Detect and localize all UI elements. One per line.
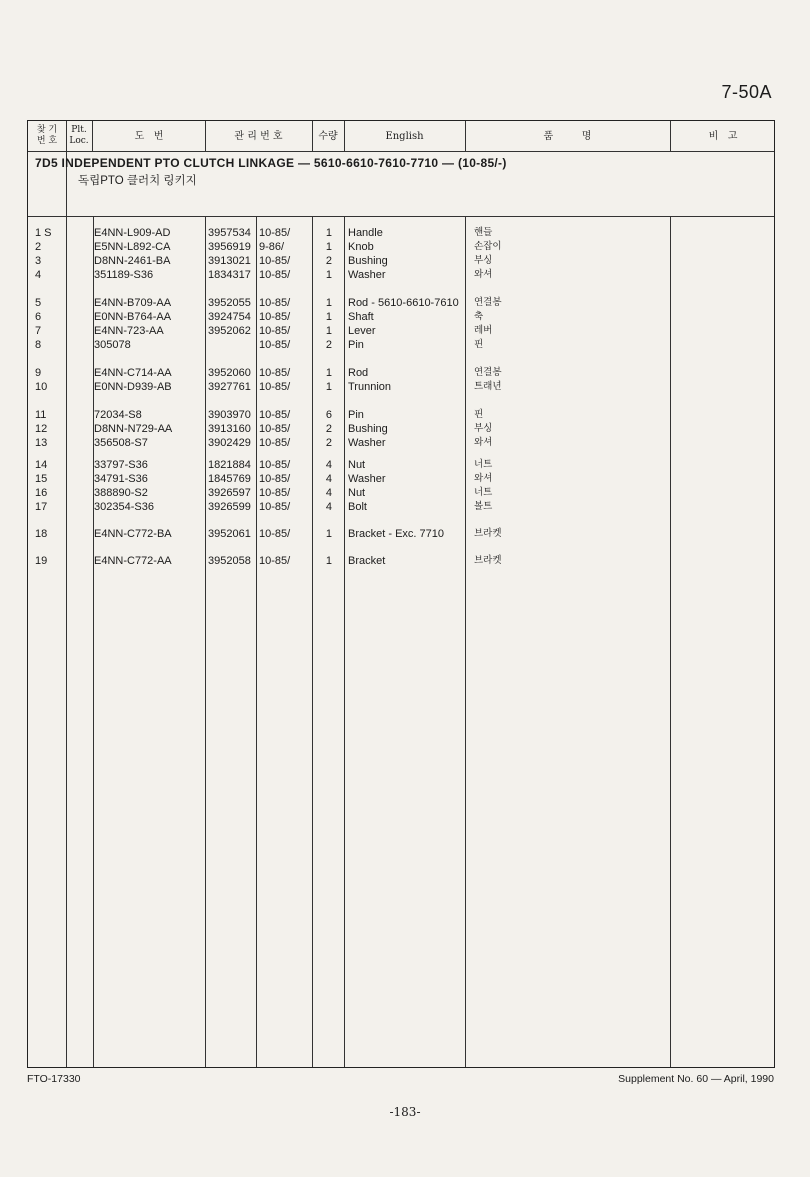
row-quantity: 1 <box>325 325 332 337</box>
row-korean-name: 부싱 <box>474 255 493 266</box>
row-date: 10-85/ <box>259 227 291 239</box>
row-english-name: Pin <box>348 339 364 351</box>
row-english-name: Bracket <box>348 555 386 567</box>
table-row <box>28 458 774 472</box>
row-ref: 19 <box>35 555 48 567</box>
row-quantity: 1 <box>325 227 332 239</box>
section-title: 7D5 INDEPENDENT PTO CLUTCH LINKAGE — 5610-6610-7610-7710 — (10-85/-) <box>35 156 507 170</box>
page-number: 7-50A <box>721 82 772 102</box>
row-korean-name: 볼트 <box>474 501 493 512</box>
row-date: 10-85/ <box>259 501 291 513</box>
table-row <box>28 254 774 268</box>
table-row <box>28 527 774 541</box>
row-english-name: Bolt <box>348 501 367 513</box>
row-part-number: E0NN-D939-AB <box>94 381 172 393</box>
row-code-number: 3924754 <box>208 311 251 323</box>
row-ref: 7 <box>35 325 42 337</box>
row-quantity: 4 <box>325 459 332 471</box>
row-english-name: Pin <box>348 409 364 421</box>
row-english-name: Nut <box>348 487 366 499</box>
row-korean-name: 부싱 <box>474 423 493 434</box>
section-subtitle: 독립PTO 클러치 링키지 <box>78 175 197 187</box>
header-code: 관 리 번 호 <box>234 130 283 142</box>
row-part-number: E4NN-C772-AA <box>94 555 172 567</box>
row-date: 10-85/ <box>259 459 291 471</box>
row-ref: 13 <box>35 437 48 449</box>
row-quantity: 6 <box>325 409 332 421</box>
row-quantity: 1 <box>325 367 332 379</box>
row-ref: 8 <box>35 339 42 351</box>
row-korean-name: 너트 <box>474 459 493 470</box>
header-ref: 찾 기 번 호 <box>36 125 58 146</box>
row-quantity: 1 <box>325 528 332 540</box>
row-part-number: 351189-S36 <box>94 269 154 281</box>
row-english-name: Lever <box>348 325 376 337</box>
row-korean-name: 브라켓 <box>474 555 502 566</box>
row-english-name: Handle <box>348 227 383 239</box>
row-ref: 17 <box>35 501 48 513</box>
row-korean-name: 트래년 <box>474 381 502 392</box>
row-ref: 15 <box>35 473 48 485</box>
table-row <box>28 324 774 338</box>
row-date: 10-85/ <box>259 367 291 379</box>
row-korean-name: 와셔 <box>474 473 493 484</box>
row-date: 10-85/ <box>259 339 291 351</box>
row-english-name: Knob <box>348 241 374 253</box>
header-plt: Plt. Loc. <box>66 121 93 151</box>
table-row <box>28 380 774 394</box>
row-quantity: 4 <box>325 473 332 485</box>
row-code-number: 3926599 <box>208 501 251 513</box>
header-english: English <box>385 130 424 142</box>
row-part-number: 34791-S36 <box>94 473 148 485</box>
row-code-number: 3926597 <box>208 487 251 499</box>
parts-table <box>27 120 775 1068</box>
row-quantity: 1 <box>325 297 332 309</box>
row-english-name: Washer <box>348 269 386 281</box>
table-row <box>28 408 774 422</box>
row-quantity: 1 <box>325 311 332 323</box>
row-quantity: 1 <box>325 269 332 281</box>
row-code-number: 3913021 <box>208 255 251 267</box>
row-part-number: 33797-S36 <box>94 459 148 471</box>
row-korean-name: 핸들 <box>474 227 493 238</box>
row-quantity: 4 <box>325 487 332 499</box>
row-code-number: 3927761 <box>208 381 251 393</box>
table-row <box>28 422 774 436</box>
row-part-number: E4NN-C714-AA <box>94 367 172 379</box>
row-part-number: E4NN-B709-AA <box>94 297 172 309</box>
table-row <box>28 500 774 514</box>
row-korean-name: 브라켓 <box>474 528 502 539</box>
header-part: 도 번 <box>134 130 164 142</box>
row-quantity: 2 <box>325 437 332 449</box>
row-date: 10-85/ <box>259 311 291 323</box>
row-part-number: 356508-S7 <box>94 437 148 449</box>
row-ref: 18 <box>35 528 48 540</box>
row-code-number: 3913160 <box>208 423 251 435</box>
row-date: 10-85/ <box>259 409 291 421</box>
row-part-number: E0NN-B764-AA <box>94 311 172 323</box>
row-code-number: 1821884 <box>208 459 251 471</box>
table-row <box>28 226 774 240</box>
row-quantity: 1 <box>325 381 332 393</box>
row-ref: 2 <box>35 241 42 253</box>
row-part-number: D8NN-N729-AA <box>94 423 173 435</box>
row-date: 10-85/ <box>259 555 291 567</box>
row-date: 10-85/ <box>259 269 291 281</box>
row-ref: 1 S <box>35 227 52 239</box>
row-date: 10-85/ <box>259 423 291 435</box>
row-ref: 3 <box>35 255 42 267</box>
row-english-name: Bushing <box>348 255 388 267</box>
row-quantity: 1 <box>325 555 332 567</box>
table-row <box>28 436 774 450</box>
row-ref: 5 <box>35 297 42 309</box>
row-code-number: 3956919 <box>208 241 251 253</box>
footer-code: FTO-17330 <box>27 1073 81 1085</box>
row-korean-name: 레버 <box>474 325 493 336</box>
row-quantity: 1 <box>325 241 332 253</box>
footer-supplement: Supplement No. 60 — April, 1990 <box>618 1073 774 1085</box>
row-date: 10-85/ <box>259 487 291 499</box>
row-korean-name: 축 <box>474 311 484 322</box>
row-english-name: Rod - 5610-6610-7610 <box>348 297 459 309</box>
row-part-number: E4NN-723-AA <box>94 325 164 337</box>
row-code-number: 3903970 <box>208 409 251 421</box>
row-date: 10-85/ <box>259 473 291 485</box>
row-date: 10-85/ <box>259 297 291 309</box>
row-ref: 11 <box>35 409 47 421</box>
row-part-number: 305078 <box>94 339 131 351</box>
header-korean: 품 명 <box>543 130 592 142</box>
row-code-number: 3957534 <box>208 227 251 239</box>
table-row <box>28 472 774 486</box>
row-date: 10-85/ <box>259 381 291 393</box>
table-row <box>28 366 774 380</box>
footer-page-number: -183- <box>389 1105 421 1119</box>
row-ref: 10 <box>35 381 48 393</box>
row-part-number: 302354-S36 <box>94 501 154 513</box>
table-row <box>28 338 774 352</box>
row-ref: 14 <box>35 459 48 471</box>
row-english-name: Washer <box>348 437 386 449</box>
row-date: 9-86/ <box>259 241 285 253</box>
row-part-number: E4NN-L909-AD <box>94 227 171 239</box>
row-quantity: 2 <box>325 423 332 435</box>
row-english-name: Bracket - Exc. 7710 <box>348 528 444 540</box>
table-row <box>28 554 774 568</box>
row-code-number: 3902429 <box>208 437 251 449</box>
row-part-number: E5NN-L892-CA <box>94 241 171 253</box>
row-date: 10-85/ <box>259 528 291 540</box>
row-english-name: Trunnion <box>348 381 392 393</box>
header-rule <box>28 151 774 152</box>
table-row <box>28 296 774 310</box>
row-code-number: 3952062 <box>208 325 251 337</box>
table-row <box>28 268 774 282</box>
section-rule <box>28 216 774 217</box>
row-quantity: 4 <box>325 501 332 513</box>
row-english-name: Rod <box>348 367 369 379</box>
row-quantity: 2 <box>325 255 332 267</box>
row-korean-name: 핀 <box>474 409 484 420</box>
row-english-name: Shaft <box>348 311 374 323</box>
row-ref: 9 <box>35 367 42 379</box>
row-part-number: 388890-S2 <box>94 487 148 499</box>
row-korean-name: 너트 <box>474 487 493 498</box>
row-date: 10-85/ <box>259 325 291 337</box>
row-korean-name: 손잡이 <box>474 241 502 252</box>
row-part-number: D8NN-2461-BA <box>94 255 171 267</box>
row-english-name: Washer <box>348 473 386 485</box>
header-qty: 수량 <box>318 130 338 142</box>
row-ref: 4 <box>35 269 42 281</box>
row-ref: 12 <box>35 423 48 435</box>
header-remarks: 비 고 <box>708 130 738 142</box>
row-part-number: 72034-S8 <box>94 409 142 421</box>
row-code-number: 1845769 <box>208 473 251 485</box>
row-ref: 16 <box>35 487 48 499</box>
row-korean-name: 연결봉 <box>474 367 502 378</box>
row-part-number: E4NN-C772-BA <box>94 528 172 540</box>
row-korean-name: 와셔 <box>474 269 493 280</box>
row-code-number: 3952060 <box>208 367 251 379</box>
row-code-number: 3952055 <box>208 297 251 309</box>
row-date: 10-85/ <box>259 255 291 267</box>
row-code-number: 1834317 <box>208 269 251 281</box>
table-row <box>28 310 774 324</box>
row-korean-name: 핀 <box>474 339 484 350</box>
row-quantity: 2 <box>325 339 332 351</box>
table-row <box>28 240 774 254</box>
row-code-number: 3952061 <box>208 528 251 540</box>
row-korean-name: 연결봉 <box>474 297 502 308</box>
row-english-name: Bushing <box>348 423 388 435</box>
row-ref: 6 <box>35 311 42 323</box>
row-code-number: 3952058 <box>208 555 251 567</box>
row-date: 10-85/ <box>259 437 291 449</box>
table-row <box>28 486 774 500</box>
row-english-name: Nut <box>348 459 366 471</box>
row-korean-name: 와셔 <box>474 437 493 448</box>
